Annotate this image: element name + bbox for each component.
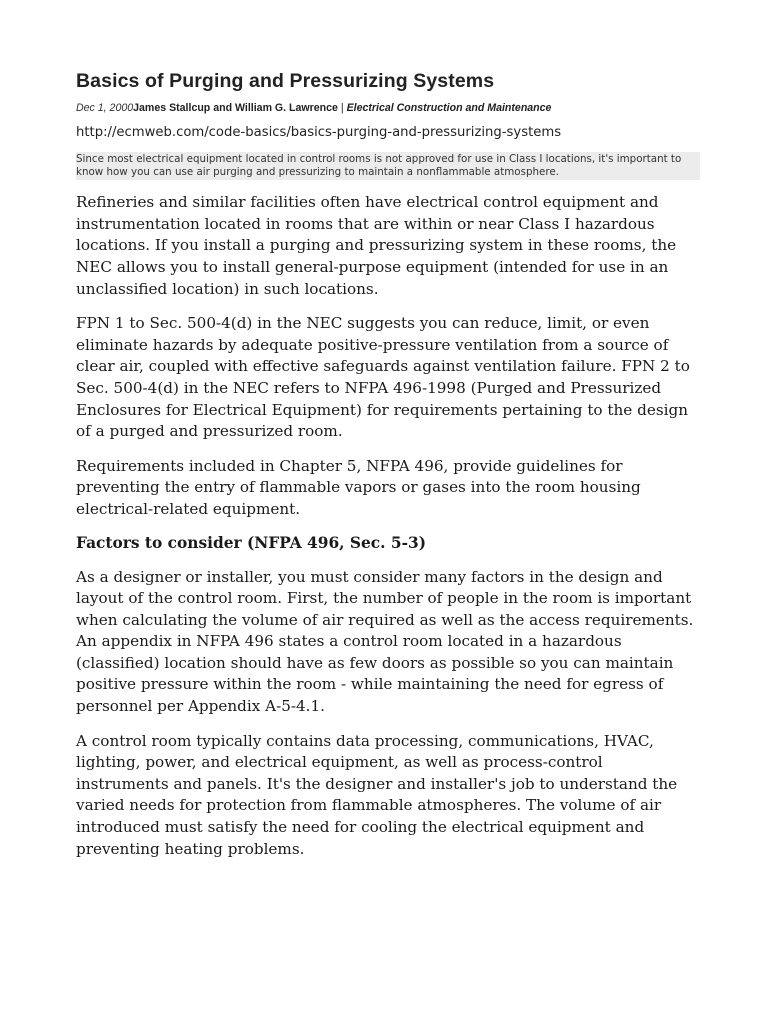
byline-separator: | — [337, 102, 347, 114]
publication-name: Electrical Construction and Maintenance — [346, 102, 552, 114]
paragraph: A control room typically contains data processing, communications, HVAC, lighting, power, and electrical equipment, as well as process-control instruments and panels. It's the designer and installer's job to understand the varied needs for protection from flammable atmospheres. The volume of air introduced must satisfy the need for cooling the electrical equipment and preventing heating problems. — [76, 731, 678, 858]
source-url[interactable]: http://ecmweb.com/code-basics/basics-purging-and-pressurizing-systems — [76, 125, 562, 140]
paragraph: As a designer or installer, you must consider many factors in the design and layout of the control room. First, the number of people in the room is important when calculating the volume of air required as well as the access requirements. An appendix in NFPA 496 states a control room located in a hazardous (classified) location should have as few doors as possible so you can maintain positive pressure within the room - while maintaining the need for egress of personnel per Appendix A-5-4.1. — [76, 567, 694, 716]
publish-date: Dec 1, 2000 — [76, 102, 134, 114]
article — [76, 66, 700, 860]
authors: James Stallcup and William G. Lawrence — [133, 102, 338, 114]
byline — [76, 101, 700, 115]
paragraph: Refineries and similar facilities often have electrical control equipment and instrumentation located in rooms that are within or near Class I hazardous locations. If you install a purging and pressurizing system in these rooms, the NEC allows you to install general-purpose equipment (intended for use in an unclassified location) in such locations. — [76, 193, 677, 298]
paragraph: Requirements included in Chapter 5, NFPA 496, provide guidelines for preventing the entry of flammable vapors or gases into the room housing electrical-related equipment. — [76, 456, 641, 518]
paragraph: FPN 1 to Sec. 500-4(d) in the NEC suggests you can reduce, limit, or even eliminate hazards by adequate positive-pressure ventilation from a source of clear air, coupled with effective safeguards against ventilation failure. FPN 2 to Sec. 500-4(d) in the NEC refers to NFPA 496-1998 (Purged and Pressurized Enclosures for Electrical Equipment) for requirements pertaining to the design of a purged and pressurized room. — [76, 314, 690, 441]
article-title: Basics of Purging and Pressurizing Systems — [76, 70, 495, 92]
article-body — [76, 192, 700, 860]
article-summary: Since most electrical equipment located in control rooms is not approved for use in Class I locations, it's important to know how you can use air purging and pressurizing to maintain a nonflammable atmosphere. — [76, 152, 700, 180]
section-heading: Factors to consider (NFPA 496, Sec. 5-3) — [76, 533, 426, 552]
